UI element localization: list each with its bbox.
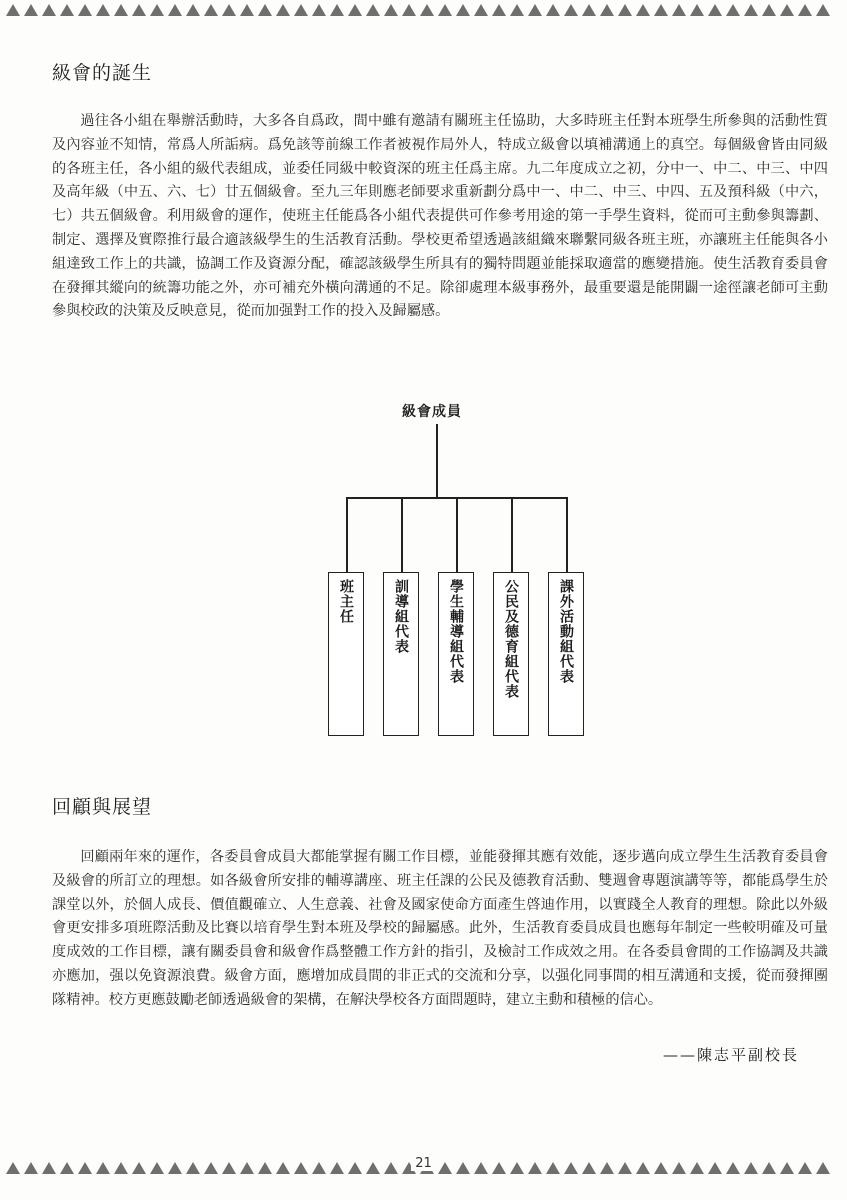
triangle-ornament: [726, 4, 740, 16]
triangle-ornament: [546, 4, 560, 16]
triangle-ornament: [420, 4, 434, 16]
org-chart-branch-line: [401, 497, 403, 572]
triangle-ornament: [258, 4, 272, 16]
triangle-ornament: [42, 4, 56, 16]
triangle-ornament: [366, 4, 380, 16]
org-chart-box-label: 公民及德育組代表: [503, 579, 519, 699]
triangle-ornament: [636, 4, 650, 16]
triangle-ornament: [438, 4, 452, 16]
triangle-ornament: [492, 4, 506, 16]
triangle-ornament: [348, 4, 362, 16]
org-chart-root-label: 級會成員: [402, 404, 462, 420]
triangle-ornament: [474, 4, 488, 16]
triangle-ornament: [618, 4, 632, 16]
triangle-ornament: [456, 4, 470, 16]
triangle-ornament: [186, 4, 200, 16]
org-chart-box-discipline-rep: [383, 572, 419, 736]
top-triangle-border: [0, 2, 847, 18]
triangle-ornament: [744, 4, 758, 16]
page-number-text: 21: [411, 1156, 436, 1171]
triangle-ornament: [150, 4, 164, 16]
triangle-ornament: [114, 4, 128, 16]
triangle-ornament: [402, 4, 416, 16]
triangle-ornament: [672, 4, 686, 16]
section-paragraph-birth: 過往各小組在舉辦活動時，大多各自爲政，間中雖有邀請有關班主任協助，大多時班主任對本班學生所參與的活動性質及內容並不知情，常爲人所詬病。爲免該等前線工作者被視作局外人，特成立級會以填補溝通上的真空。每個級會皆由同級的各班主任，各小組的級代表組成，並委任同級中較資深的班主任爲主席。九二年度成立之初，分中一、中二、中三、中四及高年級（中五、六、七）廿五個級會。至九三年則應老師要求重新劃分爲中一、中二、中三、中四、五及預科級（中六，七）共五個級會。利用級會的運作，使班主任能爲各小組代表提供可作參考用途的第一手學生資料，從而可主動參與籌劃、制定、選擇及實際推行最合適該級學生的生活教育活動。學校更希望透過該組織來聯繫同級各班主班，亦讓班主任能與各小組達致工作上的共識，協調工作及資源分配，確認該級學生所具有的獨特問題並能採取適當的應變措施。使生活教育委員會在發揮其縱向的統籌功能之外，亦可補充外橫向溝通的不足。除卻處理本級事務外，最重要還是能開闢一途徑讓老師可主動參與校政的決策及反映意見，從而加强對工作的投入及歸屬感。: [52, 113, 828, 320]
section-paragraph-review: 回顧兩年來的運作，各委員會成員大都能掌握有關工作目標，並能發揮其應有效能，逐步邁向成立學生生活教育委員會及級會的所訂立的理想。如各級會所安排的輔導講座、班主任課的公民及德教育活動、雙週會專題演講等等，都能爲學生於課堂以外，於個人成長、價值觀確立、人生意義、社會及國家使命方面產生啓迪作用，以實踐全人教育的理想。除此以外級會更安排多項班際活動及比賽以培育學生對本班及學校的歸屬感。此外，生活教育委員成員也應每年制定一些較明確及可量度成效的工作目標，讓有關委員會和級會作爲整體工作方針的指引，及檢討工作成效之用。在各委員會間的工作協調及共識亦應加，强以免資源浪費。級會方面，應增加成員間的非正式的交流和分享，以强化同事間的相互溝通和支援，從而發揮團隊精神。校方更應鼓勵老師透過級會的架構，在解決學校各方面問題時，建立主動和積極的信心。: [52, 849, 828, 1008]
triangle-ornament: [762, 4, 776, 16]
triangle-ornament: [600, 4, 614, 16]
triangle-ornament: [240, 4, 254, 16]
triangle-ornament: [330, 4, 344, 16]
triangle-ornament: [294, 4, 308, 16]
section-title-review-and-outlook: 回顧與展望: [52, 796, 153, 818]
triangle-ornament: [582, 4, 596, 16]
org-chart-branch-line: [511, 497, 513, 572]
page-number: [0, 1156, 847, 1171]
triangle-ornament: [312, 4, 326, 16]
triangle-ornament: [654, 4, 668, 16]
org-chart-box-label: 訓導組代表: [393, 579, 409, 654]
triangle-ornament: [96, 4, 110, 16]
org-chart-branch-line: [346, 497, 348, 572]
org-chart-box-label: 學生輔導組代表: [448, 579, 464, 684]
org-chart-box-extracurricular-rep: [548, 572, 584, 736]
triangle-ornament: [690, 4, 704, 16]
org-chart-trunk-line: [436, 424, 438, 498]
triangle-ornament: [204, 4, 218, 16]
org-chart-box-guidance-rep: [438, 572, 474, 736]
triangle-ornament: [24, 4, 38, 16]
triangle-ornament: [510, 4, 524, 16]
triangle-ornament: [816, 4, 830, 16]
triangle-ornament: [222, 4, 236, 16]
triangle-ornament: [276, 4, 290, 16]
triangle-ornament: [528, 4, 542, 16]
org-chart-box-label: 課外活動組代表: [558, 579, 574, 684]
triangle-ornament: [60, 4, 74, 16]
triangle-ornament: [564, 4, 578, 16]
org-chart-box-class-teacher: [328, 572, 364, 736]
org-chart-branch-line: [456, 497, 458, 572]
triangle-ornament: [132, 4, 146, 16]
triangle-ornament: [168, 4, 182, 16]
org-chart-box-civic-moral-rep: [493, 572, 529, 736]
triangle-ornament: [6, 4, 20, 16]
triangle-ornament: [798, 4, 812, 16]
triangle-ornament: [384, 4, 398, 16]
triangle-ornament: [780, 4, 794, 16]
triangle-ornament: [78, 4, 92, 16]
triangle-ornament: [708, 4, 722, 16]
org-chart-branch-line: [566, 497, 568, 572]
author-signature: ——陳志平副校長: [662, 1046, 799, 1064]
section-title-birth-of-grade-committee: 級會的誕生: [52, 62, 153, 84]
org-chart-box-label: 班主任: [338, 579, 354, 624]
